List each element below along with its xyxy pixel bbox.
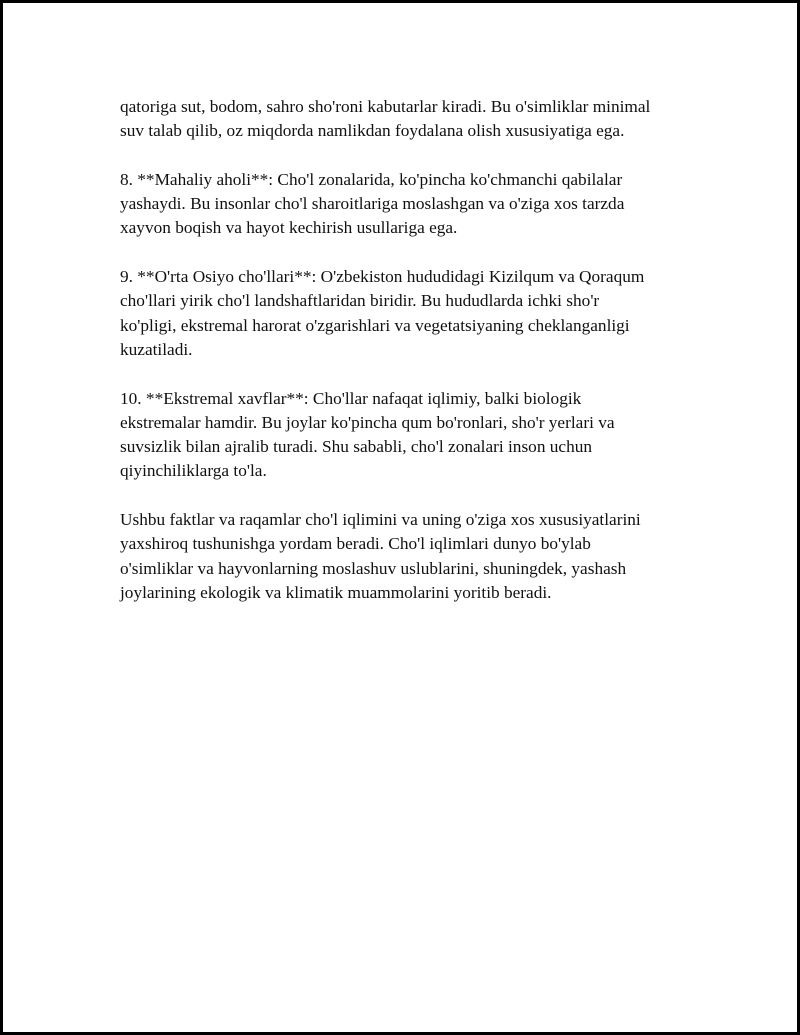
text-line: qatoriga sut, bodom, sahro sho'roni kabutarlar kiradi. Bu o'simliklar minimal [120, 97, 651, 116]
text-line: cho'llari yirik cho'l landshaftlaridan biridir. Bu hududlarda ichki sho'r [120, 291, 600, 311]
text-line: suvsizlik bilan ajralib turadi. Shu sababli, cho'l zonalari inson uchun [120, 437, 593, 457]
text-line: Ushbu faktlar va raqamlar cho'l iqlimini va uning o'ziga xos xususiyatlarini [120, 510, 641, 530]
text-line: 8. **Mahaliy aholi**: Cho'l zonalarida, ko'pincha ko'chmanchi qabilalar [120, 169, 623, 189]
paragraph-item-9 [120, 265, 720, 362]
text-line: 9. **O'rta Osiyo cho'llari**: O'zbekiston hududidagi Kizilqum va Qoraqum [120, 267, 645, 287]
document-body [120, 95, 720, 630]
text-line: xayvon boqish va hayot kechirish usullariga ega. [120, 218, 458, 238]
paragraph-conclusion [120, 508, 720, 605]
text-line: yaxshiroq tushunishga yordam beradi. Cho'l iqlimlari dunyo bo'ylab [120, 534, 591, 554]
text-line: joylarining ekologik va klimatik muammolarini yoritib beradi. [120, 582, 552, 602]
text-line: ko'pligi, ekstremal harorat o'zgarishlari va vegetatsiyaning cheklanganligi [120, 315, 630, 335]
paragraph-plants-continued [120, 95, 720, 144]
text-line: 10. **Ekstremal xavflar**: Cho'llar nafaqat iqlimiy, balki biologik [120, 388, 582, 408]
text-line: ekstremalar hamdir. Bu joylar ko'pincha qum bo'ronlari, sho'r yerlari va [120, 412, 615, 432]
paragraph-item-8 [120, 168, 720, 241]
text-line: o'simliklar va hayvonlarning moslashuv uslublarini, shuningdek, yashash [120, 558, 627, 578]
text-line: yashaydi. Bu insonlar cho'l sharoitlariga moslashgan va o'ziga xos tarzda [120, 194, 625, 214]
paragraph-item-10 [120, 387, 720, 484]
text-line: qiyinchiliklarga to'la. [120, 461, 267, 481]
text-line: suv talab qilib, oz miqdorda namlikdan foydalana olish xususiyatiga ega. [120, 121, 625, 141]
text-line: kuzatiladi. [120, 339, 193, 359]
